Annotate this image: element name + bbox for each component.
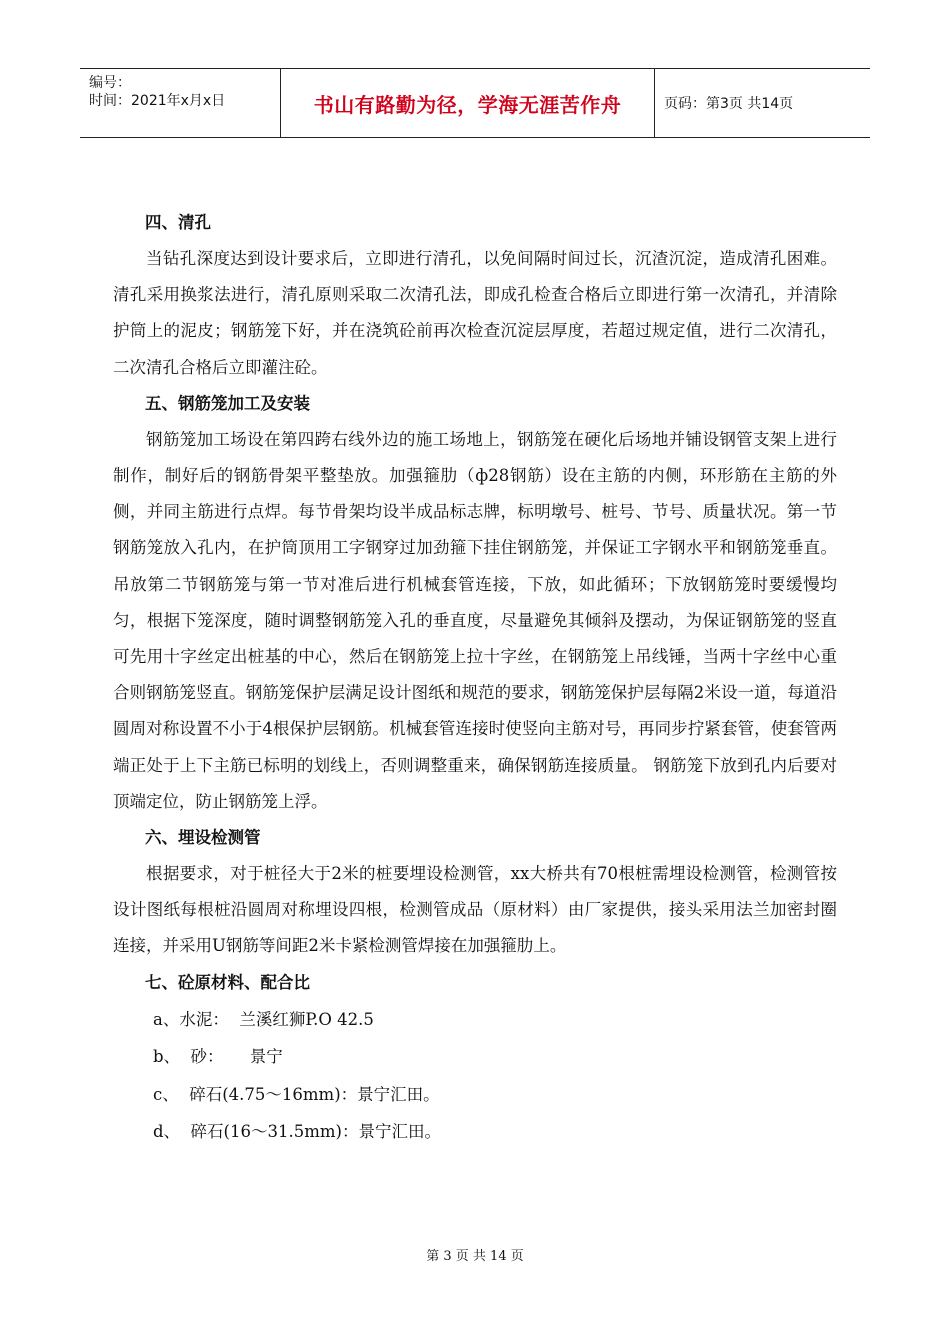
page-header [80,68,870,138]
section-heading: 五、钢筋笼加工及安装 [145,393,310,413]
header-motto: 书山有路勤为径，学海无涯苦作舟 [313,92,622,117]
header-page-info: 页码：第3页 共14页 [664,96,794,112]
material-item: c、 碎石(4.75～16mm)：景宁汇田。 [153,1084,440,1104]
material-item: a、水泥： 兰溪红狮P.O 42.5 [153,1009,374,1029]
material-item: d、 碎石(16～31.5mm)：景宁汇田。 [153,1122,441,1142]
header-divider [654,69,655,137]
document-body [113,205,837,1151]
header-meta [80,69,280,137]
document-number-label: 编号： [89,75,131,91]
document-date: 时间：2021年x月x日 [89,93,226,109]
page-footer: 第 3 页 共 14 页 [426,1249,524,1264]
section-heading: 六、埋设检测管 [145,828,261,848]
section-paragraph: 根据要求，对于桩径大于2米的桩要埋设检测管，xx大桥共有70根桩需埋设检测管，检测管按设计图纸每根桩沿圆周对称埋设四根，检测管成品（原材料）由厂家提供，接头采用法兰加密封圈连接，并采用U钢筋等间距2米卡紧检测管焊接在加强箍肋上。 [113,864,837,956]
section-paragraph: 钢筋笼加工场设在第四跨右线外边的施工场地上，钢筋笼在硬化后场地并铺设钢管支架上进行制作，制好后的钢筋骨架平整垫放。加强箍肋（ф28钢筋）设在主筋的内侧，环形筋在主筋的外侧，并同主筋进行点焊。每节骨架均设半成品标志牌，标明墩号、桩号、节号、质量状况。第一节钢筋笼放入孔内，在护筒顶用工字钢穿过加劲箍下挂住钢筋笼，并保证工字钢水平和钢筋笼垂直。吊放第二节钢筋笼与第一节对准后进行机械套管连接，下放，如此循环；下放钢筋笼时要缓慢均匀，根据下笼深度，随时调整钢筋笼入孔的垂直度，尽量避免其倾斜及摆动，为保证钢筋笼的竖直可先用十字丝定出桩基的中心，然后在钢筋笼上拉十字丝，在钢筋笼上吊线锤，当两十字丝中心重合则钢筋笼竖直。钢筋笼保护层满足设计图纸和规范的要求，钢筋笼保护层每隔2米设一道，每道沿圆周对称设置不小于4根保护层钢筋。机械套管连接时使竖向主筋对号，再同步拧紧套管，使套管两端正处于上下主筋已标明的划线上，否则调整重来，确保钢筋连接质量。 钢筋笼下放到孔内后要对顶端定位，防止钢筋笼上浮。 [113,429,837,811]
section-heading: 七、砼原材料、配合比 [145,972,310,992]
section-paragraph: 当钻孔深度达到设计要求后，立即进行清孔，以免间隔时间过长，沉渣沉淀，造成清孔困难。清孔采用换浆法进行，清孔原则采取二次清孔法，即成孔检查合格后立即进行第一次清孔，并清除护筒上的泥皮；钢筋笼下好，并在浇筑砼前再次检查沉淀层厚度，若超过规定值，进行二次清孔，二次清孔合格后立即灌注砼。 [113,249,837,377]
header-motto-cell [281,69,654,137]
material-item: b、 砂： 景宁 [153,1047,283,1067]
section-heading: 四、清孔 [145,213,211,232]
